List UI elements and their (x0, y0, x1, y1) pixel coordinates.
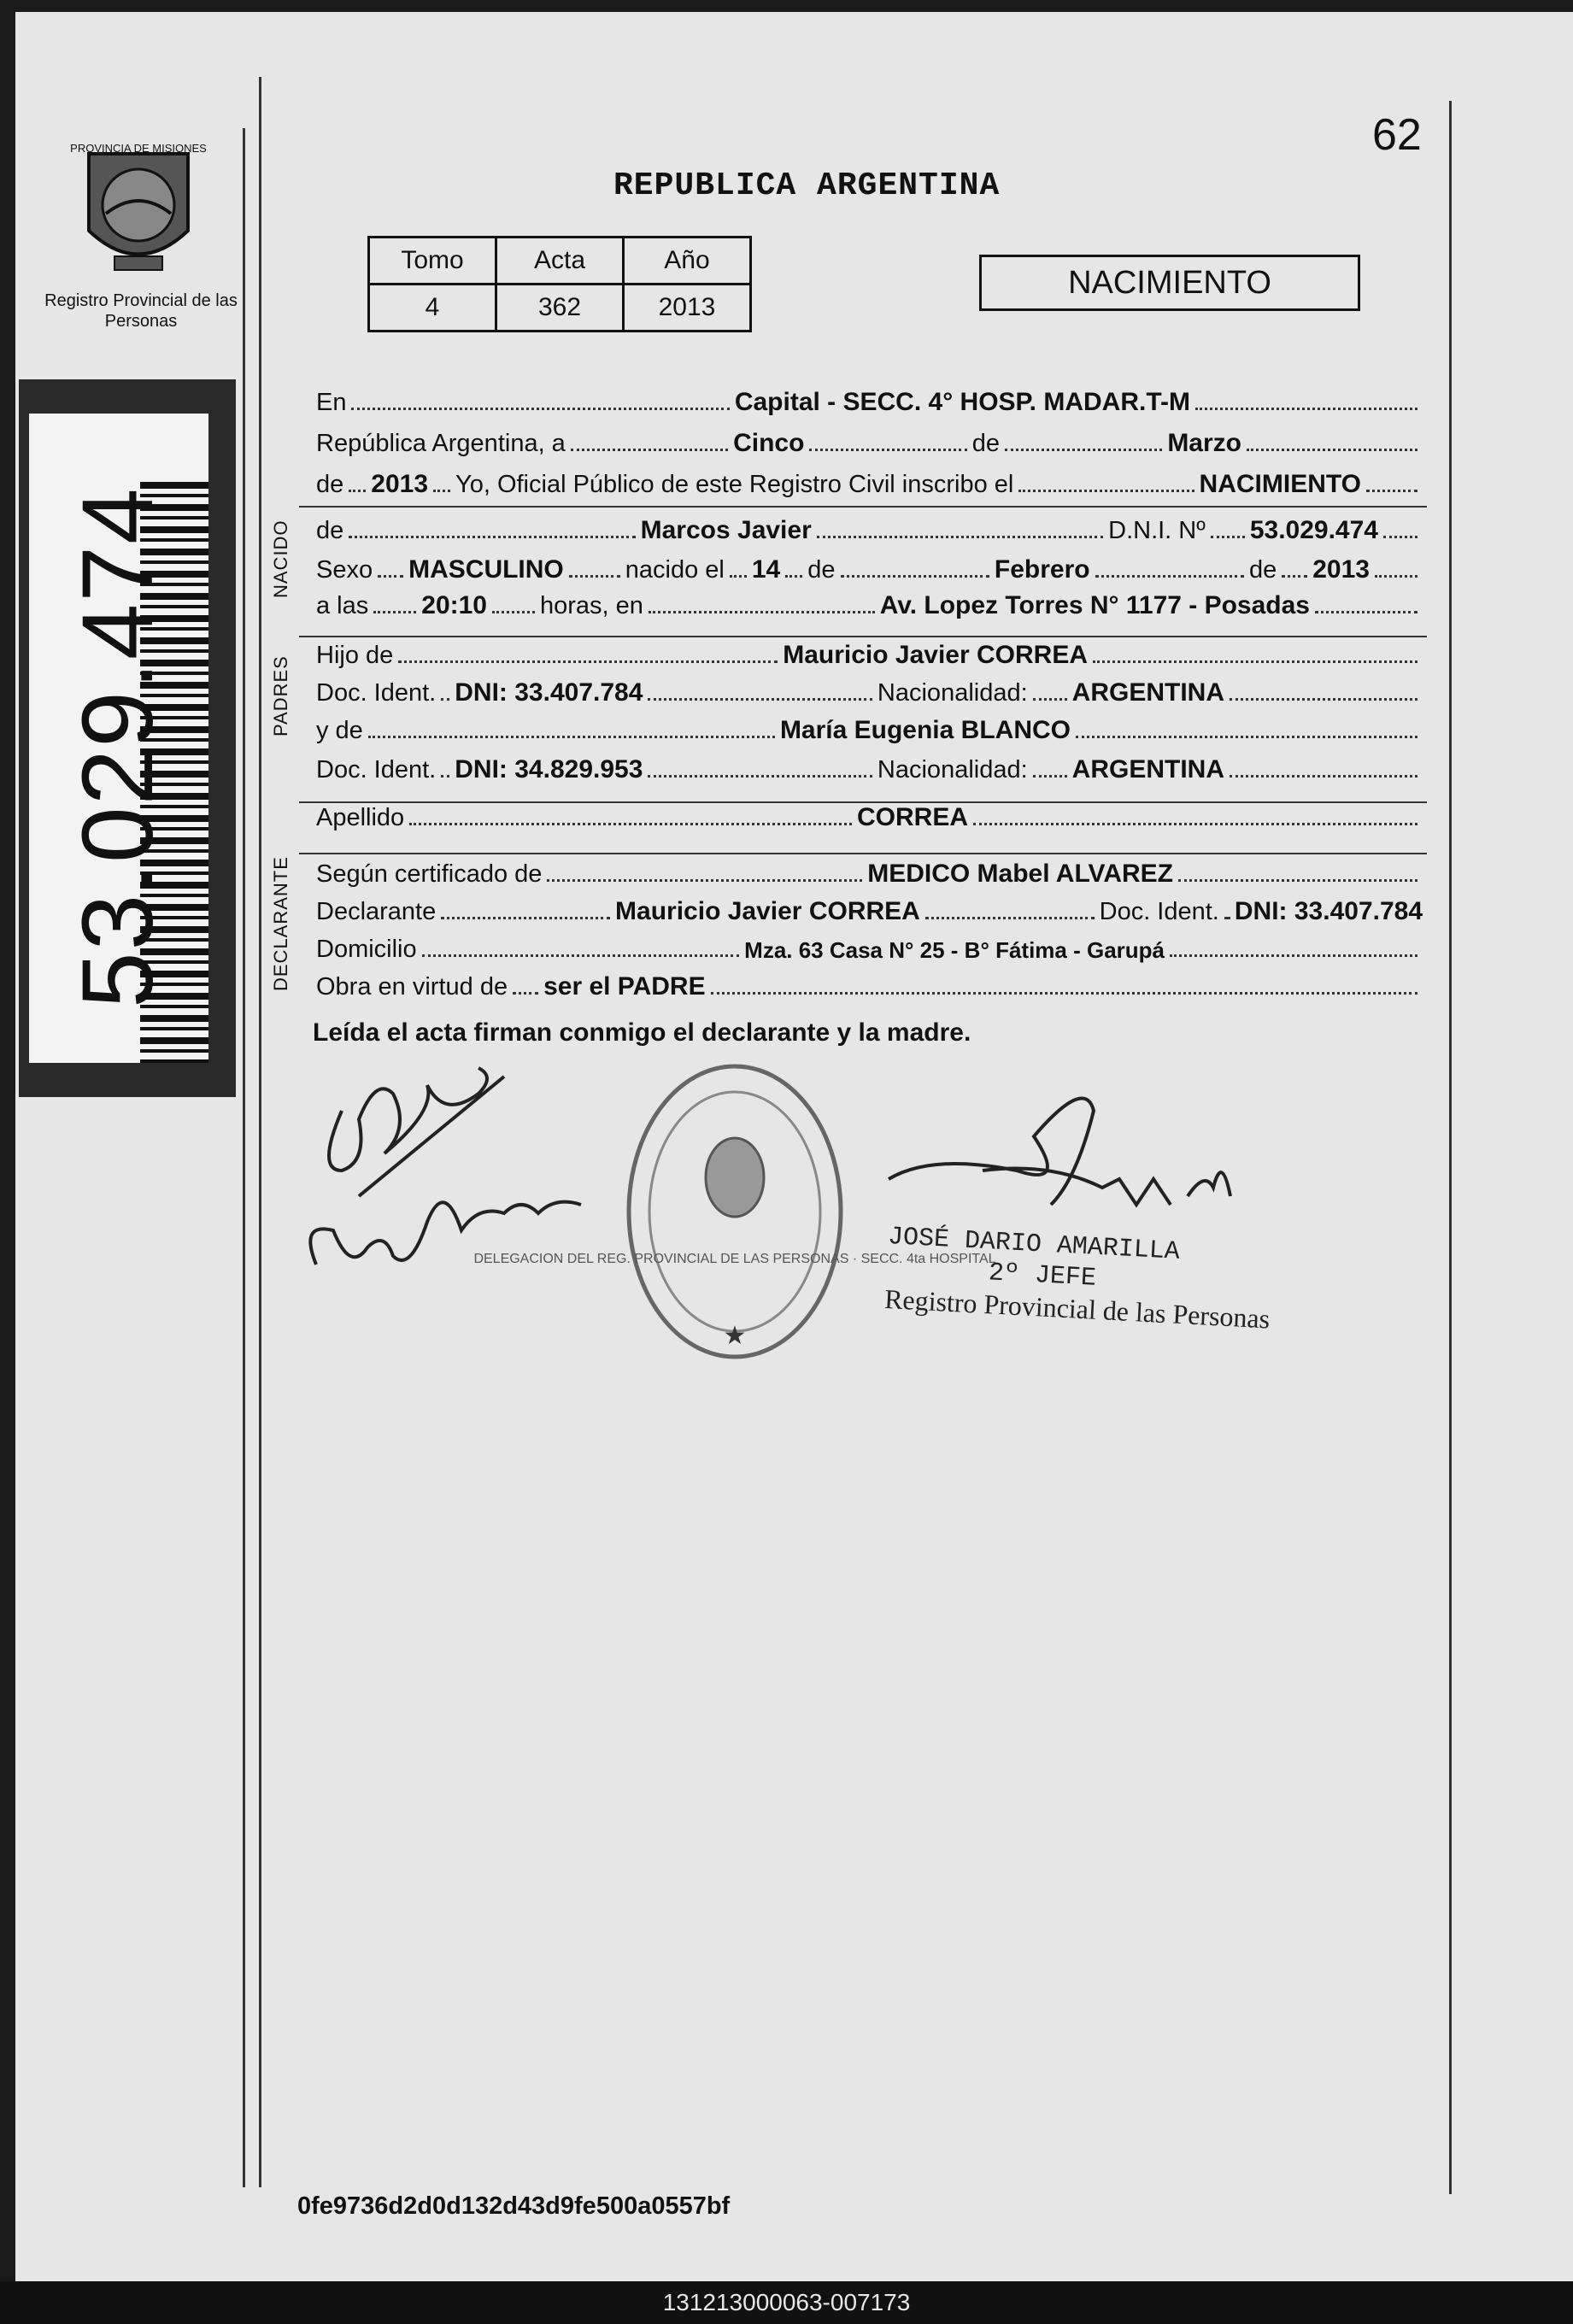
row-inscribo: de 2013 Yo, Oficial Público de este Registro Civil inscribo el NACIMIENTO (316, 465, 1423, 499)
barcode-number: 53.029.474 (62, 486, 174, 1008)
row-domicilio: Domicilio Mza. 63 Casa N° 25 - B° Fátima - Garupá (316, 930, 1423, 964)
svg-text:★: ★ (723, 1322, 747, 1350)
row-padre: Hijo de Mauricio Javier CORREA (316, 636, 1423, 670)
row-declarante: Declarante Mauricio Javier CORREA Doc. Ident. DNI: 33.407.784 (316, 897, 1423, 925)
col-anio: Año (624, 238, 751, 285)
stamp-text: DELEGACION DEL REG. PROVINCIAL DE LAS PERSONAS · SECC. 4ta HOSPITAL (473, 1252, 996, 1266)
registry-name: Registro Provincial de las Personas (44, 291, 238, 331)
section-declarante: DECLARANTE (270, 856, 291, 991)
record-table (367, 236, 752, 332)
row-sexo: Sexo MASCULINO nacido el 14 de Febrero de 2013 (316, 550, 1423, 584)
row-obra: Obra en virtud de ser el PADRE (316, 967, 1423, 1001)
country-title: REPUBLICA ARGENTINA (613, 167, 1001, 204)
row-en: En Capital - SECC. 4° HOSP. MADAR.T-M (316, 383, 1423, 417)
section-padres: PADRES (270, 655, 291, 737)
inner-margin-line (259, 77, 261, 2187)
val-acta: 362 (496, 285, 624, 332)
seal-text: PROVINCIA DE MISIONES (70, 142, 207, 155)
val-anio: 2013 (624, 285, 751, 332)
official-stamp (473, 1049, 996, 1374)
row-madre-doc: Doc. Ident. DNI: 34.829.953 Nacionalidad: ARGENTINA (316, 750, 1423, 784)
footer-code: 131213000063-007173 (0, 2281, 1573, 2324)
signature-madre (299, 1145, 590, 1299)
section-nacido: NACIDO (270, 519, 291, 598)
official-org: Registro Provincial de las Personas (883, 1282, 1271, 1335)
col-tomo: Tomo (369, 238, 496, 285)
signature-official (880, 1059, 1239, 1247)
row-hora: a las 20:10 horas, en Av. Lopez Torres N° 1177 - Posadas (316, 586, 1423, 620)
official-title: 2º JEFE (988, 1259, 1097, 1294)
left-margin-line (243, 128, 245, 2187)
closing-text: Leída el acta firman conmigo el declarante y la madre. (313, 1018, 971, 1047)
record-type: NACIMIENTO (979, 255, 1360, 311)
row-padre-doc: Doc. Ident. DNI: 33.407.784 Nacionalidad: ARGENTINA (316, 673, 1423, 707)
official-name: JOSÉ DARIO AMARILLA (887, 1222, 1181, 1267)
col-acta: Acta (496, 238, 624, 285)
page-number: 62 (1372, 110, 1422, 160)
province-seal-icon (72, 137, 205, 282)
row-nombre: de Marcos Javier D.N.I. Nº 53.029.474 (316, 511, 1423, 545)
row-certificado: Según certificado de MEDICO Mabel ALVAREZ (316, 854, 1423, 889)
right-margin-line (1449, 101, 1452, 2194)
en-value: Capital - SECC. 4° HOSP. MADAR.T-M (734, 388, 1190, 416)
row-apellido: Apellido CORREA (316, 798, 1423, 832)
document-hash: 0fe9736d2d0d132d43d9fe500a0557bf (297, 2192, 731, 2220)
row-madre: y de María Eugenia BLANCO (316, 711, 1423, 745)
val-tomo: 4 (369, 285, 496, 332)
row-date: República Argentina, a Cinco de Marzo (316, 424, 1423, 458)
